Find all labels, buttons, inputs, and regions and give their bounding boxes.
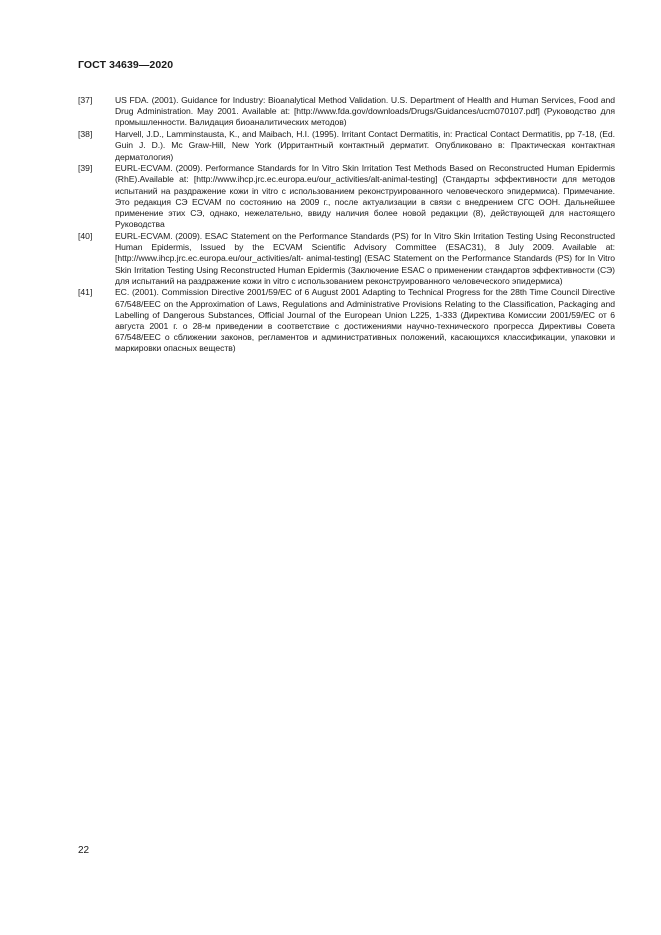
reference-text: Harvell, J.D., Lamminstausta, K., and Maibach, H.I. (1995). Irritant Contact Dermatitis, in: Practical Contact Dermatitis, pp 7-18, (Ed. Guin J. D.). Mc Graw-Hill, New York (Ирритантный контактный дерматит. Опубликовано в: Практическая контактная дерматология) <box>115 129 615 162</box>
page-number: 22 <box>78 845 90 856</box>
reference-number: [37] <box>78 95 93 105</box>
reference-item <box>78 287 615 354</box>
document-header: ГОСТ 34639—2020 <box>78 59 174 71</box>
reference-item <box>78 163 615 230</box>
reference-text: EURL-ECVAM. (2009). Performance Standards for In Vitro Skin Irritation Test Methods Based on Reconstructed Human Epidermis (RhE).Available at: [http://www.ihcp.jrc.ec.europa.eu/our_activities/alt-animal-testing] (Стандарты эффективности для методов испытаний на раздражение кожи in vitro с использованием реконструированного человеческого эпидермиса). Примечание. Это редакция СЭ ECVAM по состоянию на 2009 г., после актуализации в связи с внедрением СГС ООН. Дальнейшее применение этих СЭ, однако, нежелательно, ввиду наличия более новой редакции (8), действующей для настоящего Руководства <box>115 163 615 230</box>
reference-number: [39] <box>78 163 93 174</box>
reference-number: [40] <box>78 230 93 241</box>
reference-list <box>78 95 615 355</box>
reference-text: US FDA. (2001). Guidance for Industry: Bioanalytical Method Validation. U.S. Department of Health and Human Services, Food and Drug Administration. May 2001. Available at: [http://www.fda.gov/downloads/Drugs/Guidances/ucm070107.pdf] (Руководство для промышленности. Валидация биоаналитических методов) <box>115 95 615 128</box>
reference-number: [41] <box>78 287 93 298</box>
reference-number: [38] <box>78 129 93 140</box>
reference-item <box>78 231 615 287</box>
reference-text: EC. (2001). Commission Directive 2001/59/EC of 6 August 2001 Adapting to Technical Progress for the 28th Time Council Directive 67/548/EEC on the Approximation of Laws, Regulations and Administrative Provisions Relating to the Classification, Packaging and Labelling of Dangerous Substances, Official Journal of the European Union L225, 1-333 (Директива Комиссии 2001/59/EC от 6 августа 2001 г. о 28-м приведении в соответствие с достижениями научно-технического прогресса Директивы Совета 67/548/EEC о сближении законов, регламентов и административных положений, касающихся классификации, упаковки и маркировки опасных веществ) <box>115 287 615 354</box>
reference-text: EURL-ECVAM. (2009). ESAC Statement on the Performance Standards (PS) for In Vitro Skin Irritation Testing Using Reconstructed Human Epidermis, Issued by the ECVAM Scientific Advisory Committee (ESAC31), 8 July 2009. Available at: [http://www.ihcp.jrc.ec.europa.eu/our_activities/alt- animal-testing] (ESAC Statement on the Performance Standards (PS) for In Vitro Skin Irritation Testing Using Reconstructed Human Epidermis (Заключение ESAC о применении стандартов эффективности (СЭ) для испытаний на раздражение кожи in vitro с использованием реконструированного человеческого эпидермиса) <box>115 230 615 286</box>
reference-item <box>78 129 615 163</box>
reference-item <box>78 95 615 129</box>
